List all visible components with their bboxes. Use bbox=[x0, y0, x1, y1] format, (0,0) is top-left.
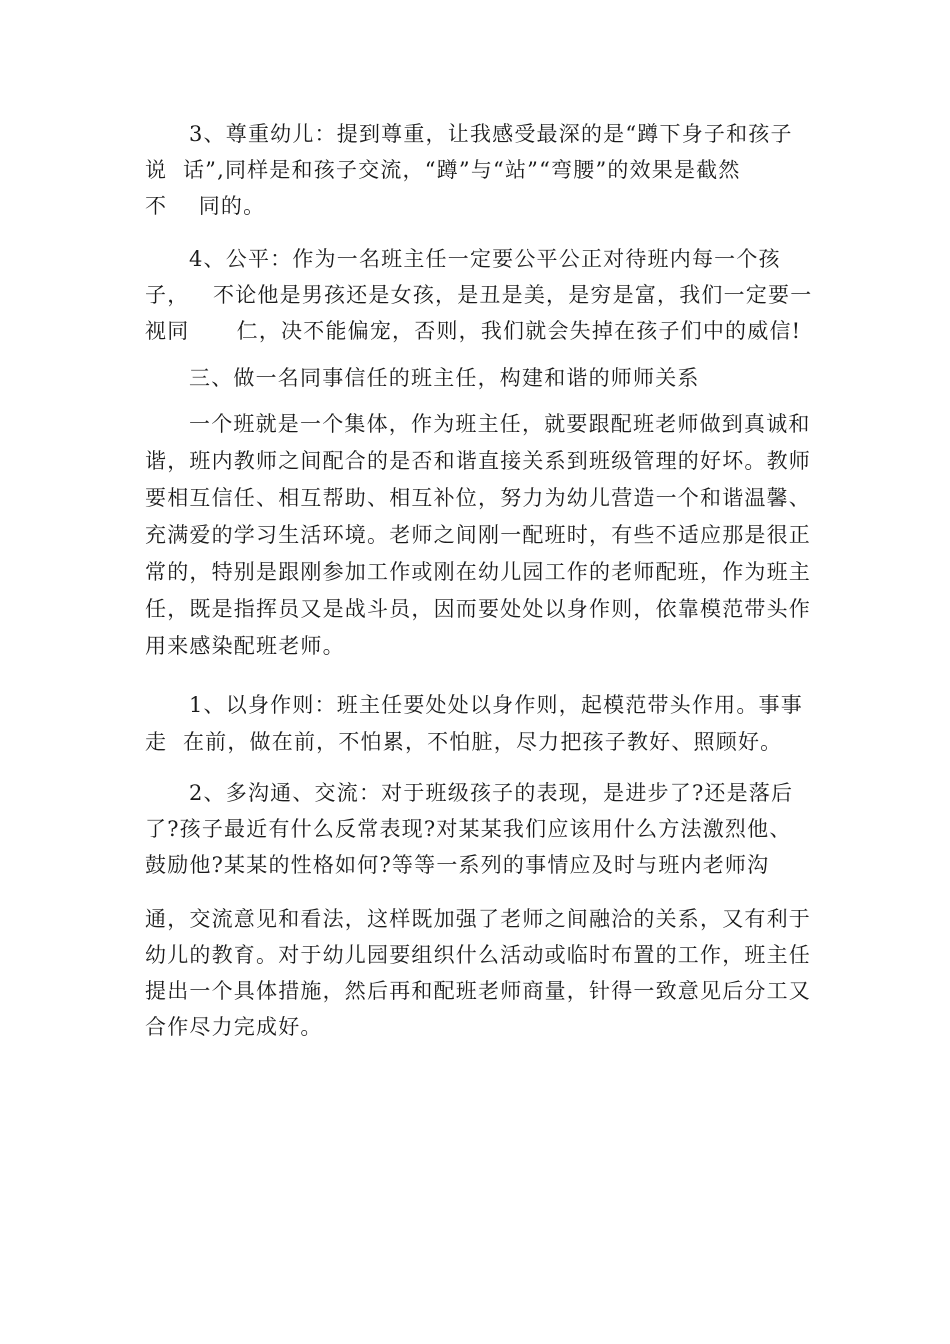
text-line-20: 通，交流意见和看法，这样既加强了老师之间融洽的关系，又有利于 bbox=[145, 907, 811, 931]
text-line-15: 1、以身作则：班主任要处处以身作则，起模范带头作用。事事 bbox=[189, 693, 803, 717]
text-line-16: 走 在前，做在前，不怕累，不怕脏，尽力把孩子教好、照顾好。 bbox=[145, 730, 783, 754]
text-line-22: 提出一个具体措施，然后再和配班老师商量，针得一致意见后分工又 bbox=[145, 979, 811, 1003]
text-line-9: 谐，班内教师之间配合的是否和谐直接关系到班级管理的好坏。教师 bbox=[145, 449, 811, 473]
text-line-3: 不 同的。 bbox=[145, 194, 266, 218]
text-line-23: 合作尽力完成好。 bbox=[145, 1015, 323, 1039]
text-line-13: 任，既是指挥员又是战斗员，因而要处处以身作则，依靠模范带头作 bbox=[145, 597, 811, 621]
text-line-18: 了?孩子最近有什么反常表现?对某某我们应该用什么方法激烈他、 bbox=[145, 817, 792, 841]
text-line-6: 视同 仁，决不能偏宠，否则，我们就会失掉在孩子们中的威信! bbox=[145, 319, 802, 343]
text-line-14: 用来感染配班老师。 bbox=[145, 634, 345, 658]
text-line-21: 幼儿的教育。对于幼儿园要组织什么活动或临时布置的工作，班主任 bbox=[145, 943, 811, 967]
section-heading: 三、做一名同事信任的班主任，构建和谐的师师关系 bbox=[189, 366, 700, 390]
text-line-12: 常的，特别是跟刚参加工作或刚在幼儿园工作的老师配班，作为班主 bbox=[145, 560, 811, 584]
text-line-2: 说 话”,同样是和孩子交流，“蹲”与“站”“弯腰”的效果是截然 bbox=[145, 158, 741, 182]
text-line-8: 一个班就是一个集体，作为班主任，就要跟配班老师做到真诚和 bbox=[189, 412, 811, 436]
text-line-1: 3、尊重幼儿：提到尊重，让我感受最深的是“蹲下身子和孩子 bbox=[189, 122, 793, 146]
text-line-5: 子， 不论他是男孩还是女孩，是丑是美，是穷是富，我们一定要一 bbox=[145, 283, 813, 307]
text-line-17: 2、多沟通、交流：对于班级孩子的表现，是进步了?还是落后 bbox=[189, 781, 794, 805]
text-line-19: 鼓励他?某某的性格如何?等等一系列的事情应及时与班内老师沟 bbox=[145, 853, 770, 877]
text-line-11: 充满爱的学习生活环境。老师之间刚一配班时，有些不适应那是很正 bbox=[145, 523, 811, 547]
text-line-4: 4、公平：作为一名班主任一定要公平公正对待班内每一个孩 bbox=[189, 247, 781, 271]
text-line-10: 要相互信任、相互帮助、相互补位，努力为幼儿营造一个和谐温馨、 bbox=[145, 486, 811, 510]
